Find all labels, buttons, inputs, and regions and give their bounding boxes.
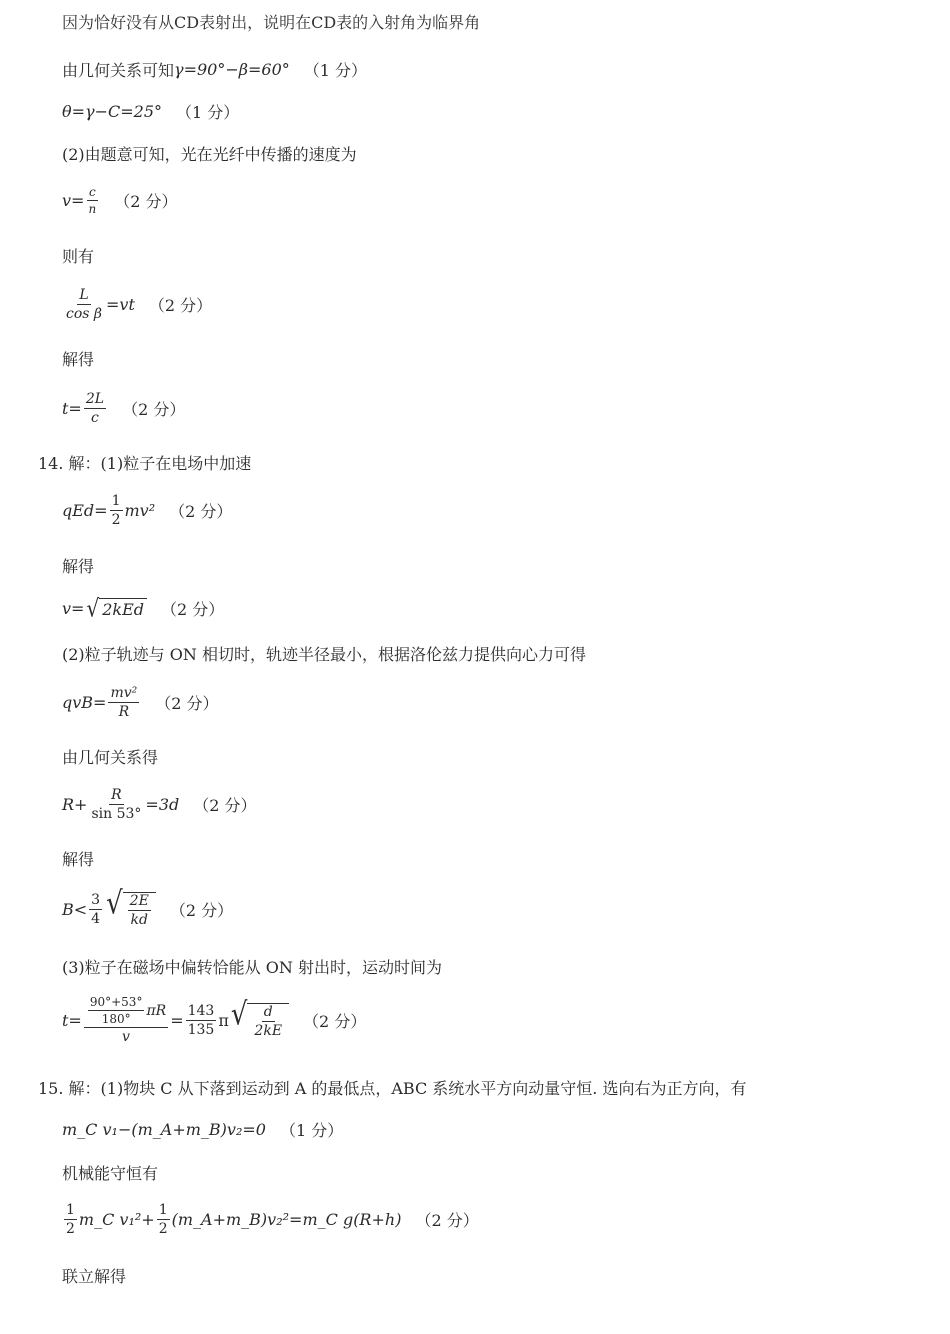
line-part2-intro — [62, 142, 357, 165]
score: （2 分） — [169, 502, 233, 521]
lhs: v= — [62, 191, 85, 210]
line-geometry-gamma — [62, 58, 367, 81]
denominator: 2kE — [254, 1022, 283, 1039]
numerator: mv² — [110, 685, 138, 701]
question-15-heading — [38, 1076, 746, 1099]
numerator: 90°+53° — [89, 995, 143, 1009]
denominator: c — [91, 410, 99, 426]
fraction — [110, 494, 123, 527]
score: （2 分） — [148, 296, 213, 315]
line-t-time — [62, 996, 366, 1044]
fraction — [86, 186, 98, 215]
equation: γ=90°−β=60° — [174, 60, 290, 79]
radicand — [247, 1003, 289, 1038]
lhs: qvB= — [62, 693, 107, 712]
line-v-sqrt — [62, 593, 225, 623]
denominator: sin 53° — [91, 806, 142, 822]
denominator: 2 — [111, 512, 121, 528]
numerator: d — [263, 1003, 273, 1020]
denominator: kd — [130, 912, 148, 928]
line-R-eq — [62, 788, 257, 821]
numerator: 2L — [85, 391, 105, 407]
lhs: qEd= — [62, 501, 108, 520]
line-qvB-eq — [62, 686, 219, 719]
radical-sign: √ — [230, 996, 248, 1033]
cut-off-line — [62, 10, 480, 33]
line-theta — [62, 100, 239, 123]
rhs: mv² — [124, 501, 156, 520]
denominator: 4 — [91, 911, 101, 927]
numerator: 1 — [111, 493, 121, 509]
term-b: (m_A+m_B)v₂²=m_C g(R+h) — [171, 1210, 402, 1229]
numerator — [84, 996, 168, 1028]
text: 15. 解：(1)物块 C 从下落到运动到 A 的最低点，ABC 系统水平方向动量守恒. 选向右为正方向，有 — [38, 1079, 747, 1098]
text: (3)粒子在磁场中偏转恰能从 ON 射出时，运动时间为 — [62, 958, 442, 977]
term-a: m_C v₁²+ — [78, 1210, 155, 1229]
numerator: 1 — [158, 1202, 168, 1218]
numerator: 2E — [129, 893, 149, 909]
text: 解得 — [62, 350, 95, 369]
text: (2)由题意可知，光在光纤中传播的速度为 — [62, 145, 357, 164]
numerator: 1 — [66, 1202, 75, 1218]
line-L-eq — [62, 288, 212, 321]
line-momentum — [62, 1118, 343, 1141]
fraction — [84, 392, 106, 425]
fraction — [128, 894, 151, 927]
line-then — [62, 244, 94, 267]
line-combine — [62, 1264, 126, 1287]
fraction — [64, 288, 104, 321]
fraction — [84, 996, 168, 1044]
line-solve — [62, 347, 94, 370]
score: （2 分） — [114, 192, 178, 211]
radicand: 2kEd — [99, 598, 147, 619]
score: （1 分） — [279, 1121, 344, 1140]
line-B-ineq — [62, 886, 234, 928]
pi: π — [218, 1010, 229, 1030]
line-part3-14 — [62, 955, 442, 978]
sqrt — [106, 886, 156, 928]
score: （1 分） — [303, 61, 368, 80]
denominator: 2 — [158, 1221, 168, 1237]
text: 14. 解：(1)粒子在电场中加速 — [38, 454, 252, 473]
text: 则有 — [62, 247, 95, 266]
fraction — [89, 788, 143, 821]
score: （2 分） — [193, 796, 257, 815]
numerator: R — [111, 787, 122, 803]
sqrt — [230, 996, 289, 1039]
lhs: R+ — [62, 795, 88, 814]
denominator: 135 — [187, 1021, 215, 1038]
text: 解得 — [62, 850, 95, 869]
numerator: 3 — [91, 892, 101, 908]
numerator: 143 — [187, 1002, 215, 1019]
lhs: t= — [62, 399, 82, 418]
equation: θ=γ−C=25° — [62, 102, 163, 121]
radical-sign: √ — [106, 886, 123, 923]
line-qEd-eq — [62, 494, 232, 527]
equation: m_C v₁−(m_A+m_B)v₂=0 — [62, 1120, 266, 1139]
text: 联立解得 — [62, 1267, 127, 1286]
denominator: 2 — [66, 1221, 75, 1237]
question-14-heading — [38, 451, 251, 474]
text: 解得 — [62, 557, 95, 576]
lhs: t= — [62, 1010, 82, 1030]
fraction — [64, 1203, 77, 1236]
text: 因为恰好没有从CD表射出，说明在CD表的入射角为临界角 — [62, 13, 481, 32]
denominator: v — [122, 1029, 130, 1045]
numerator: L — [79, 287, 89, 303]
sqrt — [86, 593, 147, 623]
line-geometry-14 — [62, 745, 158, 768]
line-energy-intro — [62, 1161, 158, 1184]
text: 机械能守恒有 — [62, 1164, 159, 1183]
lhs: B< — [62, 900, 88, 919]
inner-fraction — [88, 996, 145, 1025]
fraction — [252, 1005, 284, 1038]
line-part2-14 — [62, 642, 586, 665]
score: （2 分） — [303, 1011, 367, 1031]
line-solve-3 — [62, 847, 94, 870]
line-t-eq — [62, 392, 185, 425]
text: 由几何关系可知 — [62, 61, 175, 80]
equals: = — [170, 1010, 184, 1030]
radical-sign: √ — [86, 593, 100, 623]
rhs: =3d — [145, 795, 180, 814]
fraction — [89, 893, 102, 926]
score: （2 分） — [169, 901, 234, 920]
score: （2 分） — [122, 400, 186, 419]
numerator: c — [88, 185, 96, 199]
fraction — [108, 686, 139, 719]
denominator: R — [118, 704, 130, 720]
lhs: v= — [62, 599, 85, 618]
score: （2 分） — [415, 1211, 479, 1230]
denominator: n — [88, 202, 97, 216]
rhs: =vt — [106, 295, 135, 314]
line-solve-2 — [62, 554, 94, 577]
line-energy-eq — [62, 1203, 479, 1236]
text: 由几何关系得 — [62, 748, 159, 767]
score: （1 分） — [176, 103, 240, 122]
line-v-eq — [62, 186, 177, 215]
score: （2 分） — [161, 600, 225, 619]
fraction — [157, 1203, 170, 1236]
score: （2 分） — [155, 694, 219, 713]
radicand — [123, 892, 156, 927]
text: (2)粒子轨迹与 ON 相切时，轨迹半径最小，根据洛伦兹力提供向心力可得 — [62, 645, 586, 664]
fraction — [186, 1004, 217, 1037]
pi-r: πR — [146, 1002, 167, 1019]
denominator: cos β — [66, 306, 102, 322]
denominator: 180° — [101, 1012, 131, 1026]
